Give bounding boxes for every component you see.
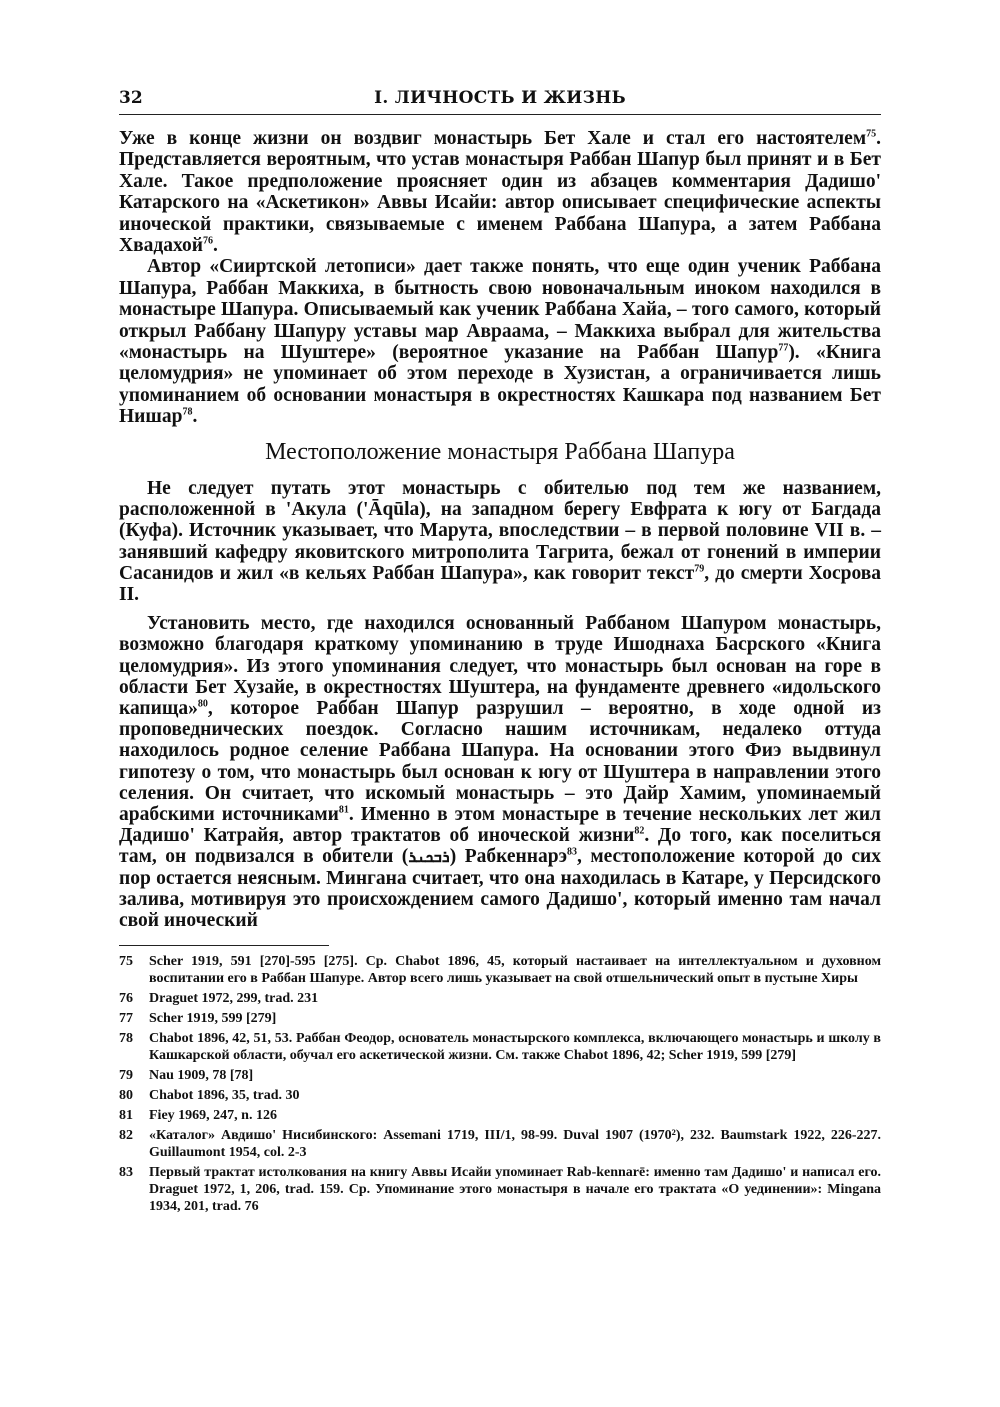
footnote-text: «Каталог» Авдишо' Нисибинского: Assemani 1719, III/1, 98-99. Duval 1907 (1970²), 232. Baumstark 1922, 226-227. Guillaumont 1954, col. 2-3 [149,1128,881,1160]
footnote-number: 81 [119,1108,133,1123]
footnote [119,1164,881,1215]
paragraph [119,613,881,931]
footnote-ref[interactable]: 76 [202,235,213,247]
footnote-ref[interactable]: 81 [338,804,349,816]
body-text-bottom [119,478,881,931]
footnote [119,1127,881,1161]
footnote-text: Chabot 1896, 35, trad. 30 [149,1088,300,1103]
footnote-number: 83 [119,1165,133,1180]
text-run: ) Рабкеннарэ [449,846,567,868]
footnote-ref[interactable]: 77 [778,342,789,354]
footnote-divider [119,945,329,946]
footnote [119,1107,881,1124]
text-run: Автор «Сииртской летописи» дает также понять, что еще один ученик Раббана Шапура, Раббан Маккиха, в бытность свою новоначальным иноком находился в монастыре Шапура. Описываемый как ученик Раббана Хайа, – того самого, который открыл Раббану Шапуру уставы мар Авраама, – Маккиха выбрал для жительства «монастырь на Шуштере» (вероятное указание на Раббан Шапур [119,256,881,364]
page-header [119,86,881,115]
footnote-text: Chabot 1896, 42, 51, 53. Раббан Феодор, основатель монастырского комплекса, включающего монастырь и школу в Кашкарской области, обучал его аскетической жизни. См. также Chabot 1896, 42; Scher 1919, 599 [279] [149,1031,881,1063]
paragraph [119,128,881,256]
paragraph [119,256,881,427]
footnote-ref[interactable]: 82 [634,825,645,837]
footnotes [119,953,881,1218]
text-run: , до смерти Хосрова II. [119,562,881,606]
text-run: ). «Книга целомудрия» не упоминает об этом переходе в Хузистан, а ограничивается лишь упоминанием об основании монастыря в окрестностях Кашкара под названием Бет Нишар [119,342,881,428]
footnote-ref[interactable]: 80 [197,698,208,710]
section-heading: Местоположение монастыря Раббана Шапура [265,439,735,465]
footnote-number: 79 [119,1068,133,1083]
footnote-number: 80 [119,1088,133,1103]
text-run: . Именно в этом монастыре в течение нескольких лет жил Дадишо' Катрайя, автор трактатов об иноческой жизни [119,804,881,847]
footnote-text: Nau 1909, 78 [78] [149,1068,254,1083]
body-text-top [119,128,881,428]
footnote [119,953,881,987]
text-run: , местоположение которой до сих пор остается неясным. Мингана считает, что она находилась в Катаре, у Персидского залива, мотивируя это происхождением самого Дадишо', который именно там начал свой иноческий [119,846,881,932]
footnote-text: Fiey 1969, 247, n. 126 [149,1108,277,1123]
footnote [119,1010,881,1027]
text-run: . Представляется вероятным, что устав монастыря Раббан Шапур был принят и в Бет Хале. Такое предположение проясняет один из абзацев комментария Дадишо' Катарского на «Аскетикон» Аввы Исайи: автор описывает специфические аспекты иноческой практики, связываемые с именем Раббана Шапура, а затем Раббана Хвадахой [119,128,881,257]
footnote-number: 78 [119,1031,133,1046]
text-run: Уже в конце жизни он воздвиг монастырь Бет Хале и стал его настоятелем [119,128,867,149]
footnote-number: 77 [119,1011,133,1026]
footnote [119,1087,881,1104]
footnote-text: Scher 1919, 591 [270]-595 [275]. Ср. Chabot 1896, 45, который настаивает на интеллектуальном и духовном воспитании его в Раббан Шапуре. Автор всего лишь указывает на свой отшельнический опыт в пустыне Хиры [149,954,881,986]
footnote [119,1067,881,1084]
page-number: 32 [119,88,143,108]
footnote-text: Scher 1919, 599 [279] [149,1011,277,1026]
running-head: I. ЛИЧНОСТЬ И ЖИЗНЬ [374,88,626,108]
text-run: Установить место, где находился основанный Раббаном Шапуром монастырь, возможно благодаря краткому упоминанию в труде Ишоднаха Басрского «Книга целомудрия». Из этого упоминания следует, что монастырь был основан на горе в области Бет Хузайе, в окрестностях Шуштера, на фундаменте древнего «идольского капища» [119,613,881,720]
footnote-number: 82 [119,1128,133,1143]
footnote [119,990,881,1007]
footnote-text: Draguet 1972, 299, trad. 231 [149,991,319,1006]
footnote-ref[interactable]: 75 [866,128,877,140]
footnote-ref[interactable]: 79 [694,563,705,575]
syriac-word: ܪܒܟܢܪ [408,847,450,867]
footnote-text: Первый трактат истолкования на книгу Аввы Исайи упоминает Rab-kennarē: именно там Дадишо' и написал его. Draguet 1972, 1, 206, trad. 159. Ср. Упоминание этого монастыря в начале его трактата «О уединении»: Mingana 1934, 201, trad. 76 [149,1165,881,1214]
footnote-number: 76 [119,991,133,1006]
footnote-ref[interactable]: 83 [567,846,577,858]
footnote-ref[interactable]: 78 [182,406,193,418]
text-run: Не следует путать этот монастырь с обителью под тем же названием, расположенной в 'Акула ('Āqūla), на западном берегу Евфрата к югу от Багдада (Куфа). Источник указывает, что Марута, впоследствии – в первой половине VII в. – занявший кафедру яковитского митрополита Тагрита, бежал от гонений в империи Сасанидов и жил «в кельях Раббан Шапура», как говорит текст [119,478,881,584]
text-run: , которое Раббан Шапур разрушил – вероятно, в ходе одной из проповеднических поездок. Согласно нашим источникам, недалеко оттуда находилось родное селение Раббана Шапура. На основании этого Фиэ выдвинул гипотезу о том, что монастырь был основан к югу от Шуштера в направлении этого селения. Он считает, что искомый монастырь – это Дайр Хамим, упоминаемый арабскими источниками [119,698,881,826]
paragraph [119,478,881,605]
text-run: . [192,406,198,428]
text-run: . [212,235,218,257]
text-run: . До того, как поселиться там, он подвизался в обители ( [119,825,881,868]
footnote [119,1030,881,1064]
footnote-number: 75 [119,954,133,969]
